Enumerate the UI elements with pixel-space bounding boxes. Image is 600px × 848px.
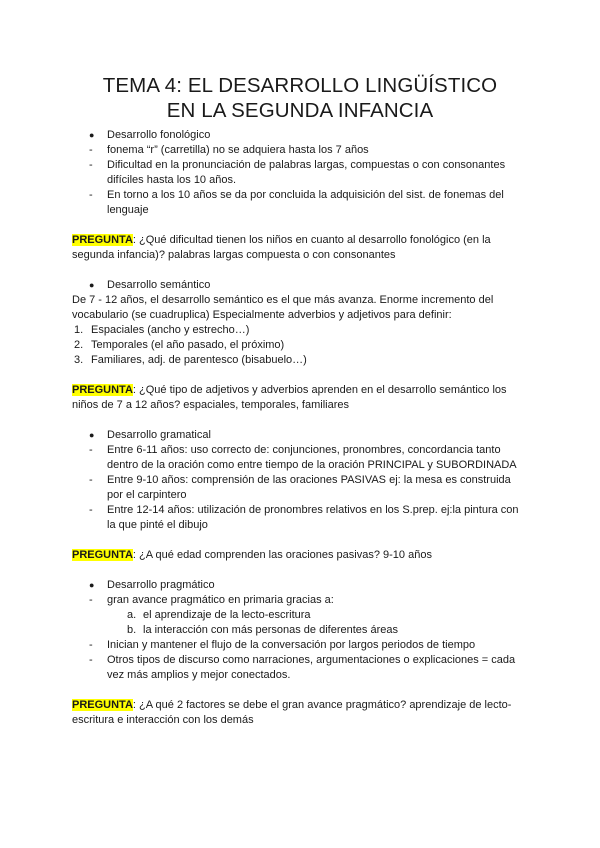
- list-item: - Entre 12-14 años: utilización de pronombres relativos en los S.prep. ej:la pintura con la que pinté el dibujo: [89, 504, 519, 531]
- list-item: - Entre 6-11 años: uso correcto de: conjunciones, pronombres, concordancia tanto dentro de la oración como entre tiempo de la oración PRINCIPAL y SUBORDINADA: [89, 444, 517, 471]
- sub-list-item: a. el aprendizaje de la lecto-escritura: [127, 609, 311, 621]
- list-item: - Dificultad en la pronunciación de palabras largas, compuestas o con consonantes difíciles hasta los 10 años.: [89, 159, 506, 186]
- dash-marker: -: [89, 144, 93, 156]
- question-label: PREGUNTA: [72, 699, 133, 711]
- section-pragmatico: [72, 578, 528, 683]
- list-item: - Entre 9-10 años: comprensión de las oraciones PASIVAS ej: la mesa es construida por el carpintero: [89, 474, 511, 501]
- title-line-2: EN LA SEGUNDA INFANCIA: [166, 99, 434, 122]
- question-paragraph: PREGUNTA: ¿A qué 2 factores se debe el gran avance pragmático? aprendizaje de lecto-escritura e interacción con los demás: [72, 699, 512, 726]
- bullet-icon: ●: [89, 280, 95, 290]
- title-line-1: TEMA 4: EL DESARROLLO LINGÜÍSTICO: [102, 74, 498, 97]
- section-intro: De 7 - 12 años, el desarrollo semántico es el que más avanza. Enorme incremento del vocabulario (se cuadruplica) Especialmente adverbios y adjetivos para definir:: [72, 294, 494, 321]
- numbered-item: 1. Espaciales (ancho y estrecho…): [74, 324, 250, 336]
- dash-marker: -: [89, 189, 93, 201]
- list-item: - fonema “r” (carretilla) no se adquiera hasta los 7 años: [89, 144, 369, 156]
- section-heading: ● Desarrollo fonológico: [89, 129, 211, 141]
- sub-list-item: b. la interacción con más personas de diferentes áreas: [127, 624, 398, 636]
- dash-marker: -: [89, 654, 93, 666]
- page-title: [72, 73, 528, 123]
- bullet-icon: ●: [89, 580, 95, 590]
- numbered-item: 2. Temporales (el año pasado, el próximo): [74, 339, 285, 351]
- question-label: PREGUNTA: [72, 384, 133, 396]
- section-semantico: [72, 278, 528, 368]
- document-page: [72, 0, 528, 728]
- list-item: - En torno a los 10 años se da por concluida la adquisición del sist. de fonemas del lenguaje: [89, 189, 504, 216]
- section-fonologico: [72, 128, 528, 218]
- question-label: PREGUNTA: [72, 549, 133, 561]
- bullet-icon: ●: [89, 130, 95, 140]
- question-label: PREGUNTA: [72, 234, 133, 246]
- dash-marker: -: [89, 639, 93, 651]
- question-paragraph: PREGUNTA: ¿Qué tipo de adjetivos y adverbios aprenden en el desarrollo semántico los niños de 7 a 12 años? espaciales, temporales, familiares: [72, 384, 507, 411]
- section-heading: ● Desarrollo pragmático: [89, 579, 215, 591]
- dash-marker: -: [89, 504, 93, 516]
- list-item: - Inician y mantener el flujo de la conversación por largos periodos de tiempo: [89, 639, 476, 651]
- numbered-item: 3. Familiares, adj. de parentesco (bisabuelo…): [74, 354, 307, 366]
- bullet-icon: ●: [89, 430, 95, 440]
- list-item: - Otros tipos de discurso como narraciones, argumentaciones o explicaciones = cada vez más amplios y mejor conectados.: [89, 654, 516, 681]
- section-heading: ● Desarrollo gramatical: [89, 429, 211, 441]
- section-gramatical: [72, 428, 528, 533]
- section-heading: ● Desarrollo semántico: [89, 279, 211, 291]
- question-paragraph: PREGUNTA: ¿Qué dificultad tienen los niños en cuanto al desarrollo fonológico (en la segunda infancia)? palabras largas compuesta o con consonantes: [72, 234, 491, 261]
- dash-marker: -: [89, 444, 93, 456]
- dash-marker: -: [89, 159, 93, 171]
- dash-marker: -: [89, 474, 93, 486]
- question-paragraph: PREGUNTA: ¿A qué edad comprenden las oraciones pasivas? 9-10 años: [72, 549, 432, 561]
- dash-marker: -: [89, 594, 93, 606]
- list-item: - gran avance pragmático en primaria gracias a:: [89, 594, 334, 606]
